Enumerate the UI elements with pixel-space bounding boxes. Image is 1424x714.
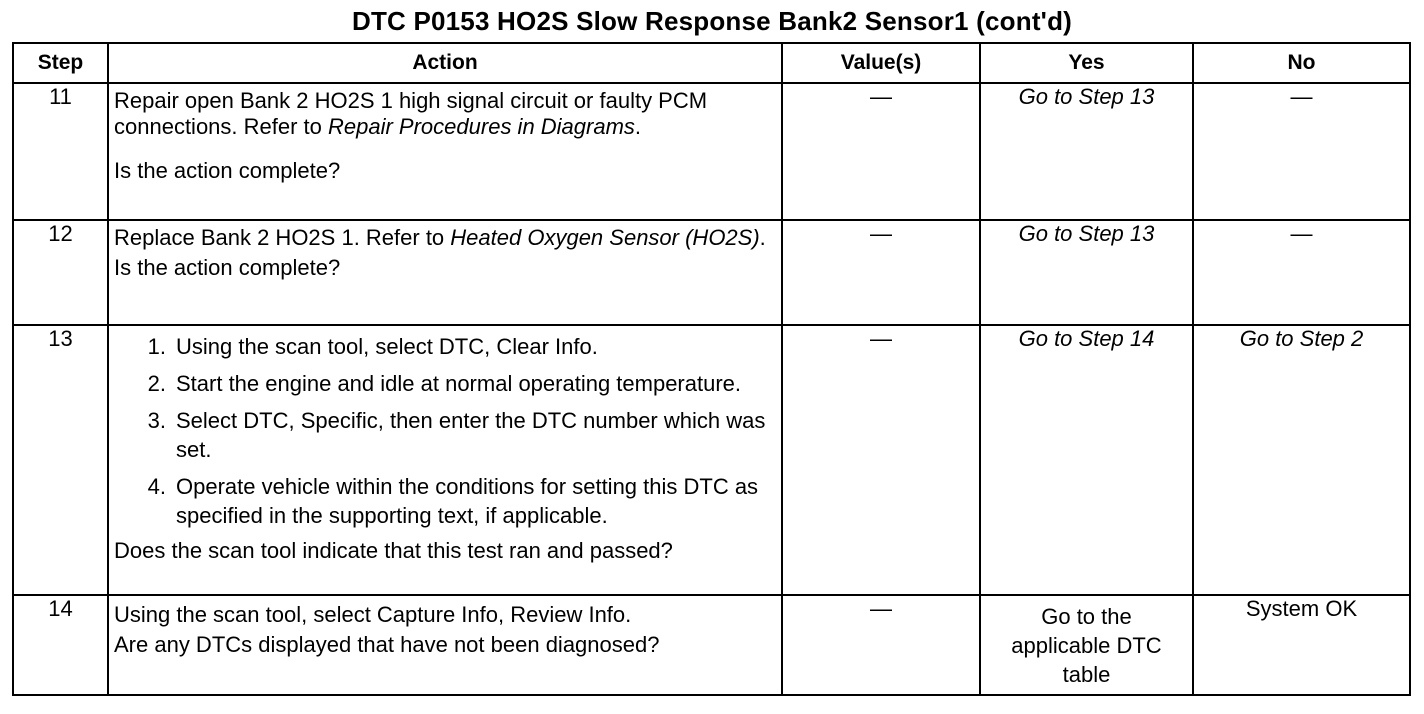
value-cell: — — [782, 83, 980, 220]
value-cell: — — [782, 325, 980, 595]
yes-cell: Go to Step 13 — [980, 83, 1193, 220]
step-number: 11 — [13, 83, 108, 220]
no-cell: System OK — [1193, 595, 1410, 695]
list-item: 2. Start the engine and idle at normal operating temperature. — [147, 371, 742, 396]
value-cell: — — [782, 220, 980, 325]
no-cell: — — [1193, 220, 1410, 325]
table-row — [13, 83, 1410, 220]
list-item: 4. Operate vehicle within the conditions for setting this DTC as specified in the supporting text, if applicable. — [147, 474, 759, 528]
action-reference: Heated Oxygen Sensor (HO2S) — [450, 225, 760, 250]
procedure-list — [114, 332, 775, 530]
table-row — [13, 220, 1410, 325]
action-question: Does the scan tool indicate that this test ran and passed? — [114, 538, 673, 563]
header-no: No — [1193, 43, 1410, 83]
action-cell — [108, 83, 782, 220]
no-cell: Go to Step 2 — [1193, 325, 1410, 595]
step-number: 13 — [13, 325, 108, 595]
page-title: DTC P0153 HO2S Slow Response Bank2 Sensor1 (cont'd) — [351, 6, 1073, 36]
diagnostic-table — [12, 42, 1411, 696]
action-tail: . — [634, 114, 642, 139]
action-cell — [108, 220, 782, 325]
step-number: 12 — [13, 220, 108, 325]
action-text: Replace Bank 2 HO2S 1. Refer to — [114, 225, 451, 250]
table-header-row — [13, 43, 1410, 83]
header-action: Action — [108, 43, 782, 83]
action-question: Is the action complete? — [114, 255, 341, 280]
step-number: 14 — [13, 595, 108, 695]
list-item: 1. Using the scan tool, select DTC, Clear Info. — [147, 334, 598, 359]
header-values: Value(s) — [782, 43, 980, 83]
action-text: Repair open Bank 2 HO2S 1 high signal circuit or faulty PCM connections. Refer to — [114, 88, 708, 139]
no-cell: — — [1193, 83, 1410, 220]
action-text: Using the scan tool, select Capture Info, Review Info. — [114, 602, 632, 627]
action-cell — [108, 325, 782, 595]
header-yes: Yes — [980, 43, 1193, 83]
action-reference: Repair Procedures in Diagrams — [328, 114, 635, 139]
yes-cell: Go to Step 13 — [980, 220, 1193, 325]
value-cell: — — [782, 595, 980, 695]
action-question: Is the action complete? — [114, 158, 341, 183]
list-item: 3. Select DTC, Specific, then enter the DTC number which was set. — [147, 408, 766, 462]
yes-cell: Go to Step 14 — [980, 325, 1193, 595]
action-tail: . — [759, 225, 766, 250]
yes-cell: Go to the applicable DTC table — [980, 595, 1193, 695]
header-step: Step — [13, 43, 108, 83]
table-row — [13, 325, 1410, 595]
action-cell — [108, 595, 782, 695]
table-row — [13, 595, 1410, 695]
action-question: Are any DTCs displayed that have not been diagnosed? — [114, 632, 660, 657]
